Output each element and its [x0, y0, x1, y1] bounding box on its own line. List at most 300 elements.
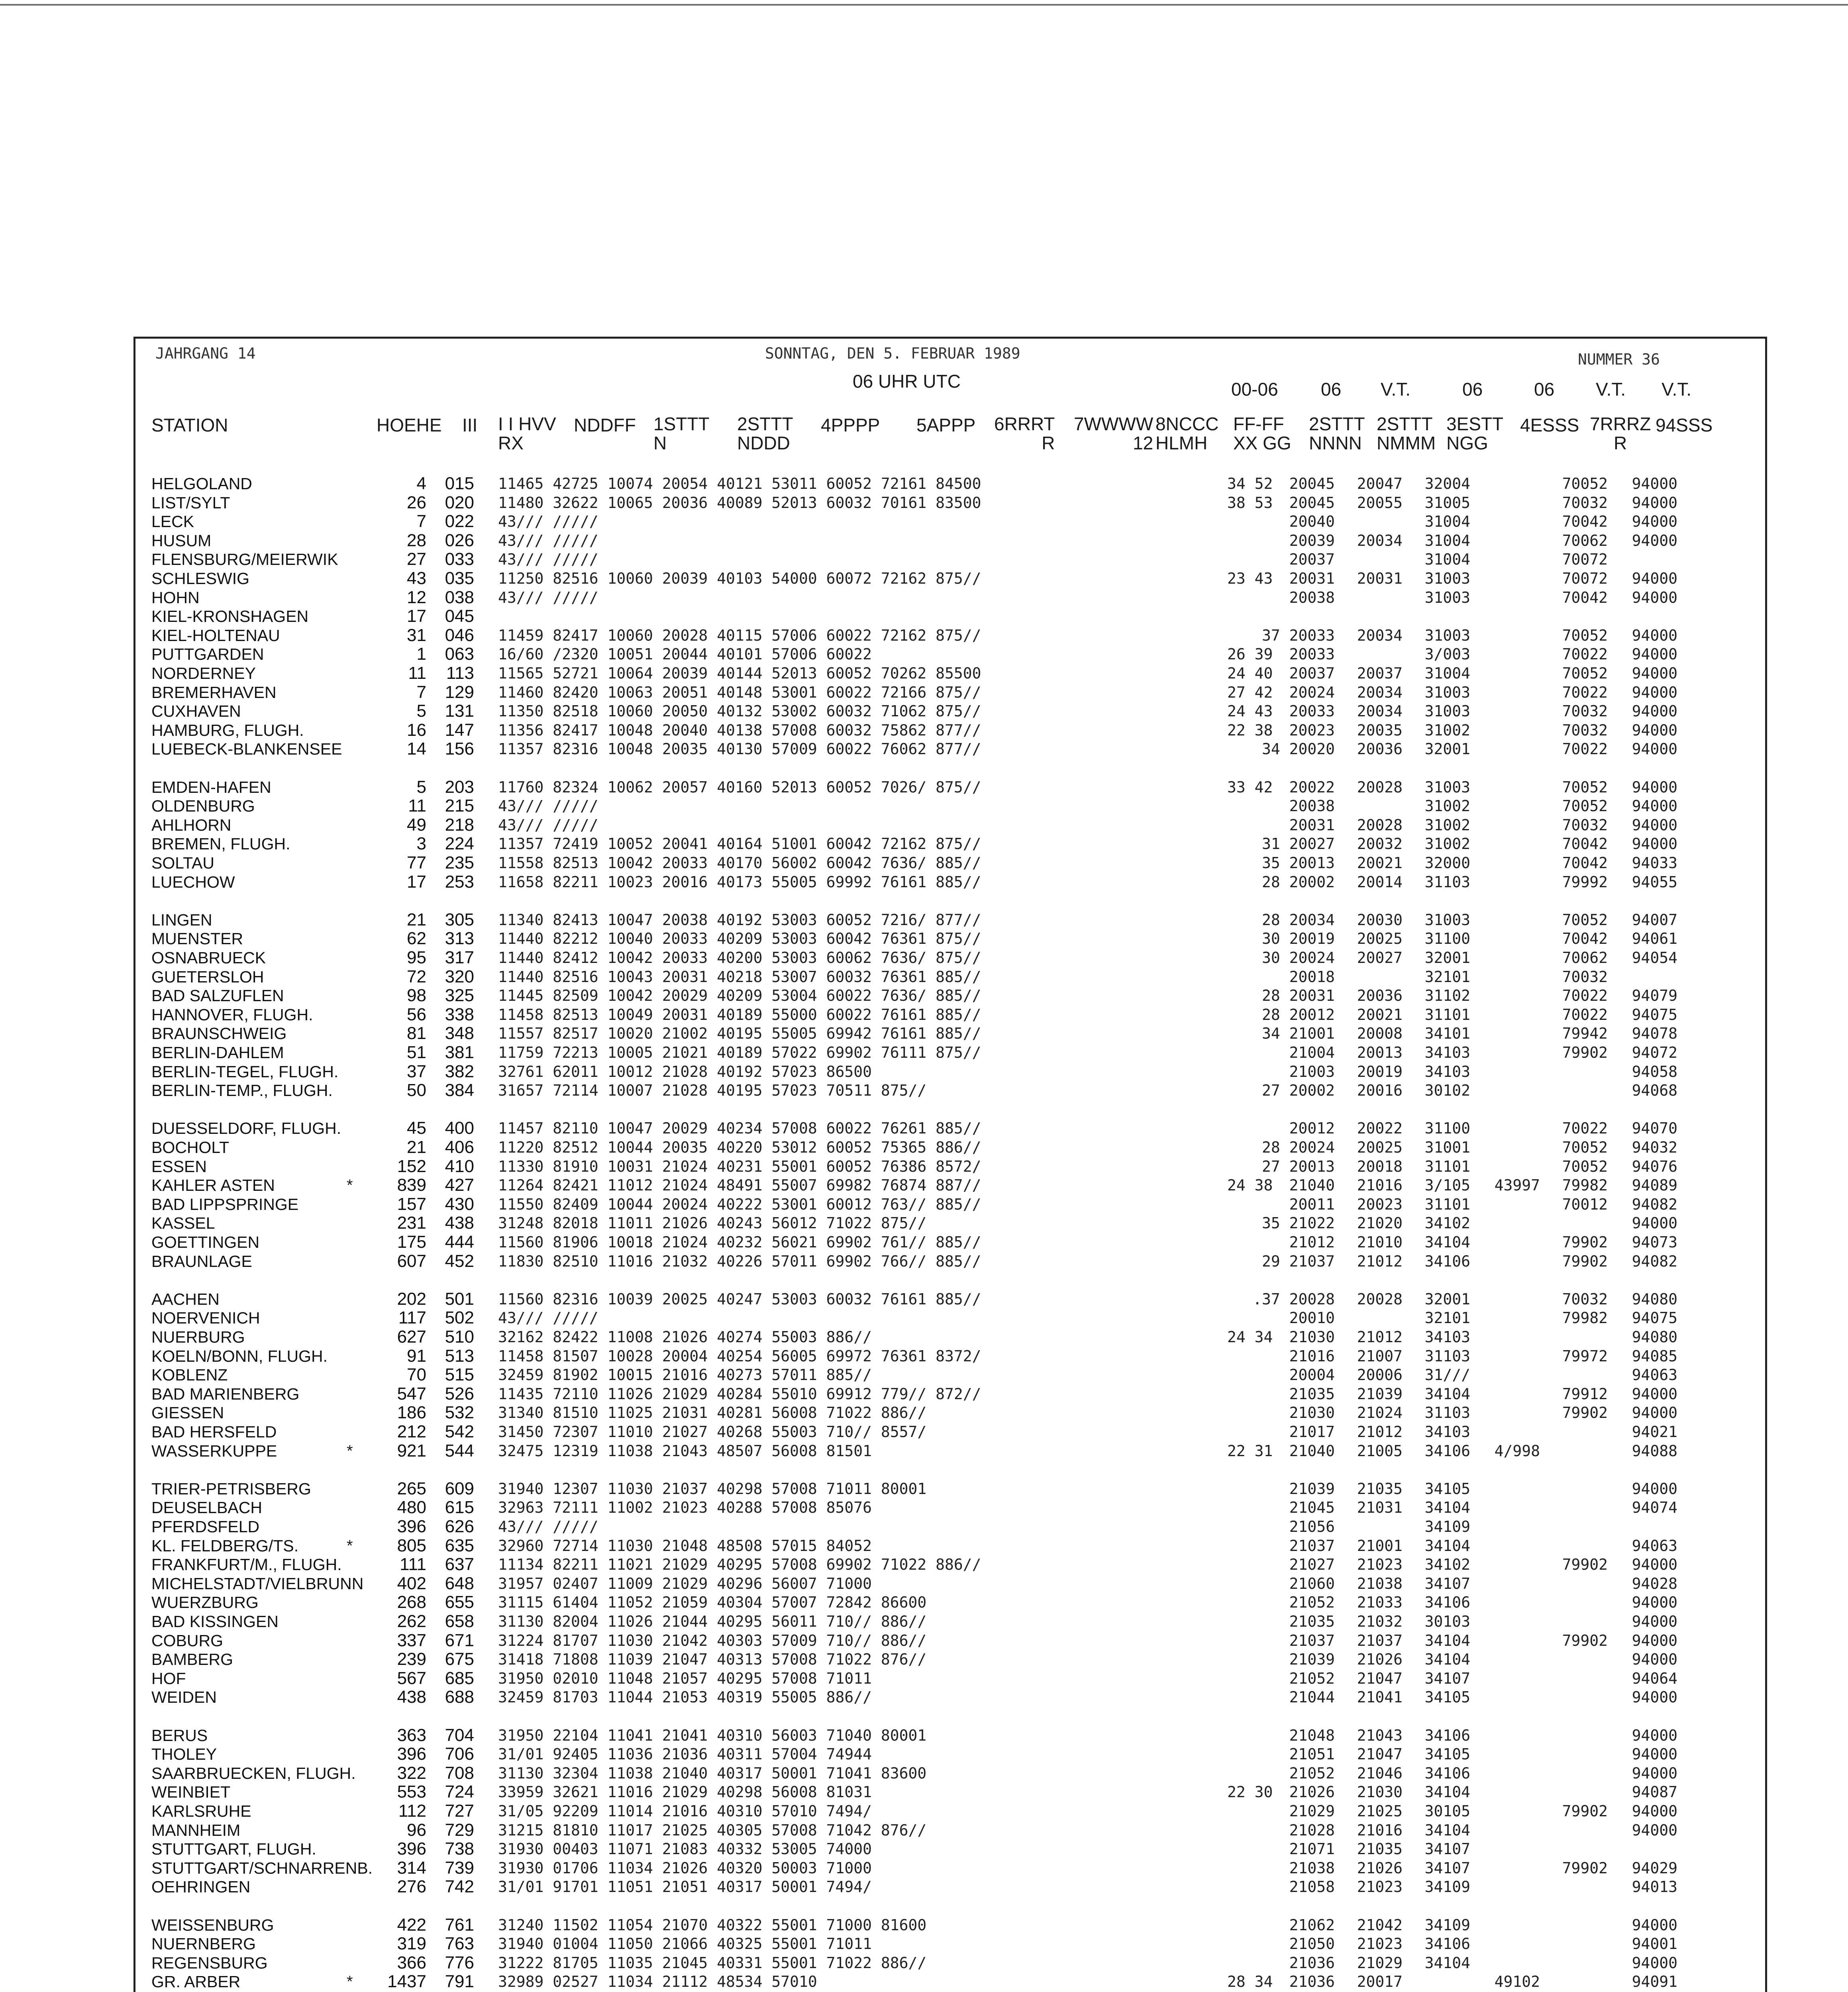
wind-max: 24 38: [1227, 1176, 1273, 1194]
station-index: 113: [446, 663, 474, 683]
synop-groups: 11445 82509 10042 20029 40209 53004 60022 7636/ 885//: [498, 987, 981, 1005]
synop-groups: 43/// /////: [498, 1518, 598, 1535]
temp-min: 20021: [1357, 854, 1403, 872]
station-height: 51: [407, 1043, 426, 1062]
table-row: [135, 1347, 1765, 1366]
ground-temp: 31004: [1424, 551, 1470, 569]
temp-min: 21047: [1357, 1669, 1403, 1687]
station-index: 235: [445, 853, 474, 872]
precip-24h: 79942: [1562, 1025, 1608, 1043]
ground-temp: 32101: [1424, 1309, 1470, 1327]
ground-temp: 31102: [1424, 987, 1470, 1005]
station-name: NUERNBERG: [151, 1935, 256, 1953]
table-row: [135, 1498, 1765, 1517]
synop-groups: 11440 82516 10043 20031 40218 53007 60032 76361 885//: [498, 968, 981, 986]
station-name: KASSEL: [151, 1214, 215, 1233]
temp-min: 21025: [1357, 1802, 1403, 1820]
ground-temp: 31002: [1424, 721, 1470, 739]
temp-min: 21047: [1357, 1745, 1403, 1763]
precip-24h: 70032: [1562, 702, 1608, 720]
station-name: BRAUNLAGE: [151, 1252, 252, 1270]
table-row: [135, 1517, 1765, 1536]
station-name: EMDEN-HAFEN: [151, 778, 271, 796]
table-row: [135, 1024, 1765, 1043]
col-11: 2STTT NNNN: [1309, 414, 1365, 453]
precip-24h: 79902: [1562, 1802, 1608, 1820]
synop-groups: 11550 82409 10044 20024 40222 53001 60012 763// 885//: [498, 1195, 981, 1213]
station-height: 81: [407, 1023, 426, 1043]
ground-temp: 34103: [1424, 1328, 1470, 1346]
snow-group: 94082: [1632, 1252, 1677, 1270]
temp-min: 20016: [1357, 1082, 1403, 1100]
ground-temp: 31101: [1424, 1195, 1470, 1213]
station-height: 37: [407, 1061, 426, 1081]
snow-group: 94091: [1632, 1973, 1677, 1991]
temp-min: 21012: [1357, 1423, 1403, 1441]
col-16: 94SSS: [1656, 415, 1713, 435]
mountain-marker: *: [347, 1176, 353, 1194]
precip-24h: 70042: [1562, 835, 1608, 853]
synop-groups: 31248 82018 11011 21026 40243 56012 71022 875//: [498, 1214, 927, 1232]
table-row: [135, 1953, 1765, 1972]
snow-group: 94000: [1632, 1214, 1677, 1232]
station-name: OEHRINGEN: [151, 1878, 251, 1896]
col-5: 4PPPP: [821, 415, 880, 435]
station-height: 607: [397, 1251, 426, 1271]
station-name: HAMBURG, FLUGH.: [151, 721, 304, 739]
wind-max: 23 43: [1227, 570, 1273, 587]
temp-max: 28 20024: [1261, 1139, 1335, 1156]
temp-max: 20045: [1289, 475, 1335, 492]
synop-groups: 31450 72307 11010 21027 40268 55003 710// 8557/: [498, 1423, 927, 1441]
temp-max: 29 21037: [1261, 1252, 1335, 1270]
precip-24h: 70062: [1562, 531, 1608, 549]
temp-min: 21001: [1357, 1537, 1403, 1555]
station-index: 046: [445, 625, 474, 645]
snow-group: 94000: [1632, 665, 1677, 682]
station-height: 49: [407, 815, 426, 835]
temp-min: 21005: [1357, 1442, 1403, 1460]
temp-min: 21029: [1357, 1954, 1403, 1972]
col-12: 2STTT NMMM: [1377, 414, 1436, 453]
synop-groups: 11440 82412 10042 20033 40200 53003 60062 7636/ 875//: [498, 949, 981, 967]
ground-temp: 32001: [1424, 740, 1470, 758]
station-name: STUTTGART, FLUGH.: [151, 1840, 316, 1859]
table-row: [135, 1764, 1765, 1783]
ground-temp: 31004: [1424, 513, 1470, 531]
temp-min: 21024: [1357, 1404, 1403, 1422]
temp-max: 20018: [1289, 968, 1335, 986]
table-row: [135, 891, 1765, 910]
temp-max: 20031: [1289, 570, 1335, 587]
temp-min: 21016: [1357, 1176, 1403, 1194]
temp-min: 20027: [1357, 949, 1403, 967]
ground-temp: 34106: [1424, 1726, 1470, 1744]
station-height: 231: [397, 1213, 426, 1233]
station-height: 547: [397, 1384, 426, 1404]
table-row: [135, 910, 1765, 929]
station-height: 396: [397, 1839, 426, 1859]
synop-groups: 31130 82004 11026 21044 40295 56011 710// 886//: [498, 1613, 927, 1630]
station-height: 314: [397, 1858, 426, 1878]
station-name: AHLHORN: [151, 816, 231, 834]
temp-min: 21032: [1357, 1613, 1403, 1630]
ground-temp: 34102: [1424, 1214, 1470, 1232]
temp-max: 28 20002: [1261, 873, 1335, 891]
synop-groups: 31950 22104 11041 21041 40310 56003 71040 80001: [498, 1726, 927, 1744]
station-height: 1: [416, 644, 426, 664]
station-index: 688: [445, 1687, 474, 1707]
temp-min: 21023: [1357, 1878, 1403, 1896]
table-row: [135, 834, 1765, 853]
temp-max: 20037: [1289, 665, 1335, 682]
temp-min: 20036: [1357, 740, 1403, 758]
station-name: SAARBRUECKEN, FLUGH.: [151, 1764, 356, 1782]
temp-min: 21020: [1357, 1214, 1403, 1232]
station-height: 98: [407, 986, 426, 1006]
station-index: 382: [445, 1061, 474, 1081]
table-row: [135, 1612, 1765, 1631]
synop-groups: 11435 72110 11026 21029 40284 55010 69912 779// 872//: [498, 1385, 981, 1403]
ground-temp: 31003: [1424, 911, 1470, 929]
station-height: 276: [397, 1877, 426, 1897]
station-name: LIST/SYLT: [151, 493, 230, 512]
synop-groups: 31/01 91701 11051 21051 40317 50001 7494/: [498, 1878, 872, 1896]
temp-min: 20034: [1357, 702, 1403, 720]
station-index: 542: [445, 1422, 474, 1441]
ground-temp: 34103: [1424, 1044, 1470, 1061]
snow-group: 94000: [1632, 1821, 1677, 1839]
synop-groups: 11250 82516 10060 20039 40103 54000 60072 72162 875//: [498, 570, 981, 587]
table-row: [135, 739, 1765, 759]
station-index: 430: [445, 1194, 474, 1214]
table-row: [135, 1479, 1765, 1498]
temp-min: 21037: [1357, 1631, 1403, 1649]
station-index: 427: [445, 1175, 474, 1195]
snow-group: 94000: [1632, 797, 1677, 815]
ground-temp: 34102: [1424, 1556, 1470, 1574]
station-index: 348: [445, 1023, 474, 1043]
precip-24h: 70032: [1562, 721, 1608, 739]
temp-max: 21052: [1289, 1594, 1335, 1612]
station-height: 21: [407, 910, 426, 929]
temp-min: 20025: [1357, 930, 1403, 948]
station-height: 70: [407, 1365, 426, 1385]
station-index: 338: [445, 1004, 474, 1024]
ground-temp: 31003: [1424, 588, 1470, 606]
table-row: [135, 1802, 1765, 1821]
station-height: 11: [408, 663, 426, 683]
station-name: FLENSBURG/MEIERWIK: [151, 550, 338, 569]
temp-min: 21023: [1357, 1556, 1403, 1574]
temp-max: 28 20012: [1261, 1006, 1335, 1023]
station-index: 384: [445, 1080, 474, 1100]
synop-groups: 31657 72114 10007 21028 40195 57023 70511 875//: [498, 1082, 927, 1100]
synop-groups: 11458 82513 10049 20031 40189 55000 60022 76161 885//: [498, 1006, 981, 1023]
temp-max: 21037: [1289, 1537, 1335, 1555]
snow-group: 94088: [1632, 1442, 1677, 1460]
temp-max: 20010: [1289, 1309, 1335, 1327]
synop-groups: 11457 82110 10047 20029 40234 57008 60022 76261 885//: [498, 1120, 981, 1137]
station-index: 317: [445, 948, 474, 967]
station-name: HUSUM: [151, 531, 212, 550]
table-row: [135, 1403, 1765, 1422]
group-head-4: 06: [1462, 379, 1483, 400]
station-index: 045: [445, 606, 474, 626]
report-date: SONNTAG, DEN 5. FEBRUAR 1989: [765, 345, 1020, 362]
temp-max: 37 20033: [1261, 626, 1335, 644]
snow-group: 94070: [1632, 1120, 1677, 1137]
col-14: 4ESSS: [1520, 415, 1579, 435]
ground-temp: 32004: [1424, 475, 1470, 492]
synop-groups: 11340 82413 10047 20038 40192 53003 60052 7216/ 877//: [498, 911, 981, 929]
temp-max: 21038: [1289, 1859, 1335, 1877]
table-row: [135, 1745, 1765, 1764]
table-row: [135, 986, 1765, 1005]
snow-group: 94000: [1632, 1764, 1677, 1782]
synop-groups: 32162 82422 11008 21026 40274 55003 886//: [498, 1328, 872, 1346]
temp-min: 20013: [1357, 1044, 1403, 1061]
precip-24h: 70042: [1562, 588, 1608, 606]
table-row: [135, 1176, 1765, 1195]
temp-max: 20031: [1289, 816, 1335, 834]
snow-group: 94007: [1632, 911, 1677, 929]
temp-max: 20033: [1289, 645, 1335, 663]
station-index: 708: [445, 1763, 474, 1783]
temp-min: 20028: [1357, 778, 1403, 796]
table-row: [135, 1688, 1765, 1707]
synop-groups: 11480 32622 10065 20036 40089 52013 60032 70161 83500: [498, 494, 981, 512]
precip-24h: 70052: [1562, 626, 1608, 644]
temp-max: 21036: [1289, 1954, 1335, 1972]
table-row: [135, 493, 1765, 512]
table-row: [135, 967, 1765, 986]
station-index: 501: [445, 1289, 474, 1309]
station-name: AACHEN: [151, 1290, 220, 1308]
ground-temp: 34107: [1424, 1669, 1470, 1687]
station-index: 675: [445, 1649, 474, 1669]
precip-24h: 79902: [1562, 1044, 1608, 1061]
station-index: 738: [445, 1839, 474, 1859]
snow-group: 94000: [1632, 740, 1677, 758]
snow-group: 94073: [1632, 1233, 1677, 1251]
table-row: [135, 531, 1765, 550]
table-row: [135, 1062, 1765, 1081]
snow-group: 94055: [1632, 873, 1677, 891]
table-row: [135, 683, 1765, 702]
ground-temp: 34106: [1424, 1935, 1470, 1953]
ground-temp: 34104: [1424, 1954, 1470, 1972]
temp-max: 20024: [1289, 683, 1335, 701]
ground-temp: 31100: [1424, 930, 1470, 948]
ground-temp: 30105: [1424, 1802, 1470, 1820]
station-index: 635: [445, 1535, 474, 1555]
station-name: BERUS: [151, 1726, 208, 1745]
group-head-7: V.T.: [1662, 379, 1692, 400]
station-name: BAD LIPPSPRINGE: [151, 1195, 299, 1214]
station-name: THOLEY: [151, 1745, 217, 1764]
temp-max: 21044: [1289, 1688, 1335, 1706]
station-name: HOF: [151, 1669, 186, 1688]
precip-24h: 79902: [1562, 1631, 1608, 1649]
station-index: 671: [445, 1630, 474, 1650]
temp-min: 21030: [1357, 1783, 1403, 1801]
station-name: BAD HERSFELD: [151, 1423, 277, 1441]
station-height: 480: [397, 1498, 426, 1518]
group-head-2: 06: [1321, 379, 1342, 400]
ground-temp: 32001: [1424, 1290, 1470, 1308]
precip-24h: 70052: [1562, 1139, 1608, 1156]
station-index: 020: [445, 492, 474, 512]
station-name: GR. ARBER: [151, 1972, 241, 1991]
station-index: 685: [445, 1668, 474, 1688]
table-row: [135, 512, 1765, 531]
station-index: 400: [445, 1118, 474, 1138]
synop-groups: 11560 82316 10039 20025 40247 53003 60032 76161 885//: [498, 1290, 981, 1308]
temp-min: 20034: [1357, 626, 1403, 644]
station-height: 50: [407, 1080, 426, 1100]
station-index: 704: [445, 1725, 474, 1745]
synop-groups: 11350 82518 10060 20050 40132 53002 60032 71062 875//: [498, 702, 981, 720]
table-row: [135, 1270, 1765, 1290]
station-index: 626: [445, 1517, 474, 1536]
station-height: 175: [397, 1232, 426, 1252]
ground-temp: 34104: [1424, 1499, 1470, 1517]
col-6: 5APPP: [916, 415, 976, 435]
temp-min: 20019: [1357, 1063, 1403, 1080]
station-index: 655: [445, 1592, 474, 1612]
synop-groups: 31222 81705 11035 21045 40331 55001 71022 886//: [498, 1954, 927, 1972]
station-name: LUECHOW: [151, 872, 235, 891]
snow-group: 94000: [1632, 1688, 1677, 1706]
station-name: BREMERHAVEN: [151, 683, 277, 702]
temp-max: 21003: [1289, 1063, 1335, 1080]
synop-groups: 31215 81810 11017 21025 40305 57008 71042 876//: [498, 1821, 927, 1839]
station-index: 026: [445, 530, 474, 550]
snow-group: 94000: [1632, 1726, 1677, 1744]
temp-max: 21017: [1289, 1423, 1335, 1441]
station-height: 45: [407, 1118, 426, 1138]
snow-group: 94072: [1632, 1044, 1677, 1061]
snow-group: 94085: [1632, 1347, 1677, 1365]
station-height: 96: [407, 1820, 426, 1840]
temp-min: 21023: [1357, 1935, 1403, 1953]
synop-groups: 31418 71808 11039 21047 40313 57008 71022 876//: [498, 1651, 927, 1668]
station-name: GIESSEN: [151, 1404, 224, 1422]
synop-groups: 11220 82512 10044 20035 40220 53012 60052 75365 886//: [498, 1139, 981, 1156]
temp-max: 21060: [1289, 1574, 1335, 1592]
station-index: 156: [445, 739, 474, 759]
snow-group: 94082: [1632, 1195, 1677, 1213]
station-height: 62: [407, 929, 426, 949]
temp-max: 34 20020: [1261, 740, 1335, 758]
station-height: 422: [397, 1915, 426, 1935]
wind-max: 24 43: [1227, 702, 1273, 720]
snow-group: 94000: [1632, 1954, 1677, 1972]
temp-min: 21041: [1357, 1688, 1403, 1706]
temp-max: 21035: [1289, 1385, 1335, 1403]
snow-group: 94000: [1632, 645, 1677, 663]
station-name: WEISSENBURG: [151, 1916, 274, 1934]
precip-24h: 70042: [1562, 854, 1608, 872]
precip-24h: 70052: [1562, 911, 1608, 929]
station-name: BAMBERG: [151, 1650, 233, 1669]
temp-min: 21042: [1357, 1916, 1403, 1934]
precip-24h: 70032: [1562, 816, 1608, 834]
table-row: [135, 1972, 1765, 1991]
station-name: TRIER-PETRISBERG: [151, 1479, 311, 1498]
temp-max: 21071: [1289, 1840, 1335, 1858]
station-height: 17: [407, 872, 426, 892]
station-name: KOELN/BONN, FLUGH.: [151, 1347, 328, 1365]
station-height: 805: [397, 1535, 426, 1555]
synop-groups: 31130 32304 11038 21040 40317 50001 71041 83600: [498, 1764, 927, 1782]
temp-min: 20017: [1357, 1973, 1403, 1991]
temp-min: 20022: [1357, 1120, 1403, 1137]
station-index: 637: [445, 1555, 474, 1574]
temp-max: 21004: [1289, 1044, 1335, 1061]
station-index: 724: [445, 1782, 474, 1802]
ground-temp: 31103: [1424, 1347, 1470, 1365]
synop-groups: 11440 82212 10040 20033 40209 53003 60042 76361 875//: [498, 930, 981, 948]
station-index: 305: [445, 910, 474, 929]
snow-group: 94087: [1632, 1783, 1677, 1801]
station-name: LUEBECK-BLANKENSEE: [151, 740, 342, 759]
col-9: 8NCCC HLMH: [1155, 414, 1219, 453]
station-name: BREMEN, FLUGH.: [151, 835, 290, 853]
temp-min: 20034: [1357, 531, 1403, 549]
temp-max: 21058: [1289, 1878, 1335, 1896]
snow: 49102: [1494, 1973, 1540, 1991]
station-index: 452: [445, 1251, 474, 1271]
station-height: 91: [407, 1346, 426, 1366]
synop-groups: 32459 81902 10015 21016 40273 57011 885//: [498, 1366, 872, 1384]
snow-group: 94075: [1632, 1006, 1677, 1023]
synop-groups: 11330 81910 10031 21024 40231 55001 60052 76386 8572/: [498, 1157, 981, 1175]
table-row: [135, 1138, 1765, 1157]
synop-groups: 43/// /////: [498, 531, 598, 549]
snow-group: 94000: [1632, 494, 1677, 512]
temp-max: 27 20002: [1261, 1082, 1335, 1100]
col-1: I I HVV RX: [498, 414, 556, 453]
snow-group: 94000: [1632, 1916, 1677, 1934]
station-height: 3: [416, 834, 426, 854]
station-index: 513: [445, 1346, 474, 1366]
station-index: 313: [445, 929, 474, 949]
synop-groups: 31940 12307 11030 21037 40298 57008 71011 80001: [498, 1480, 927, 1498]
ground-temp: 34109: [1424, 1916, 1470, 1934]
station-name: SOLTAU: [151, 854, 214, 872]
snow: 43997: [1494, 1176, 1540, 1194]
ground-temp: 31101: [1424, 1006, 1470, 1023]
synop-groups: 11134 82211 11021 21029 40295 57008 69902 71022 886//: [498, 1556, 981, 1574]
precip-24h: 70072: [1562, 551, 1608, 569]
wind-max: 22 31: [1227, 1442, 1273, 1460]
ground-temp: 34104: [1424, 1821, 1470, 1839]
precip-24h: 70022: [1562, 645, 1608, 663]
station-index: 648: [445, 1573, 474, 1593]
table-row: [135, 1821, 1765, 1840]
ground-temp: 32101: [1424, 968, 1470, 986]
temp-max: 21029: [1289, 1802, 1335, 1820]
temp-max: 21040: [1289, 1176, 1335, 1194]
group-head-1: 00-06: [1231, 379, 1278, 400]
ground-temp: 34106: [1424, 1594, 1470, 1612]
station-height: 117: [398, 1308, 426, 1328]
temp-max: 21052: [1289, 1669, 1335, 1687]
precip-24h: 70052: [1562, 665, 1608, 682]
temp-min: 21046: [1357, 1764, 1403, 1782]
